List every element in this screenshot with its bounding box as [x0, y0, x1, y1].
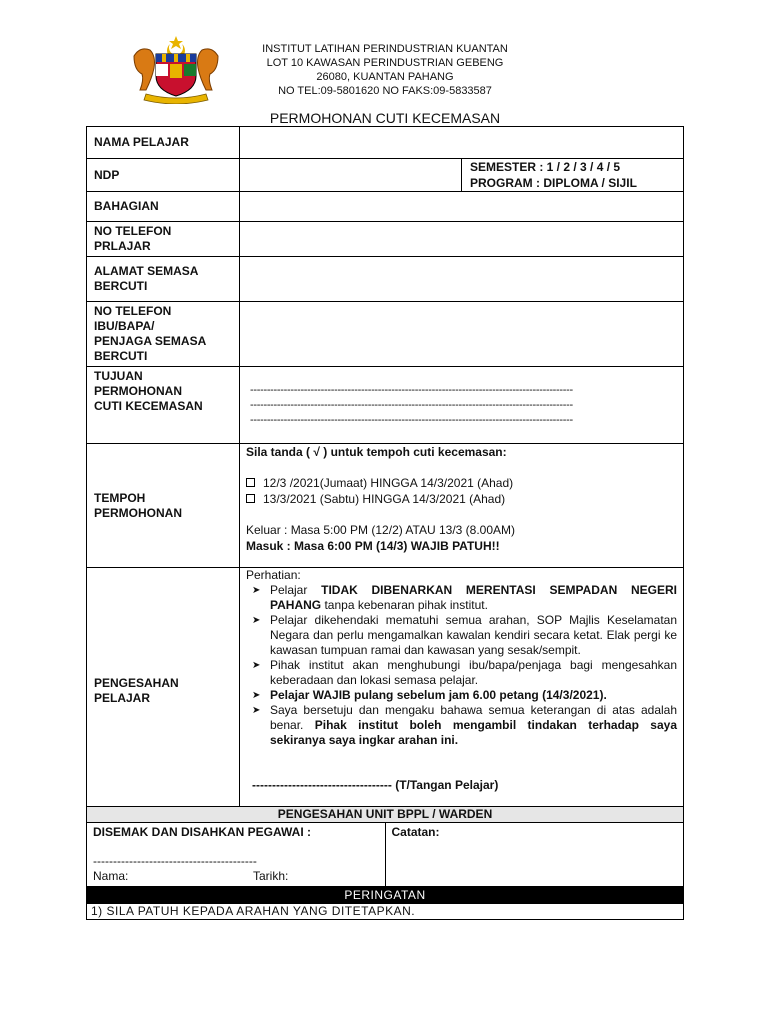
label-line: PENJAGA SEMASA: [94, 334, 207, 348]
field-no-telefon[interactable]: [240, 222, 684, 257]
row-tujuan: [87, 367, 684, 444]
label-bahagian: BAHAGIAN: [87, 192, 240, 222]
form-title: PERMOHONAN CUTI KECEMASAN: [269, 110, 501, 126]
label-line: PELAJAR: [94, 690, 151, 705]
tarikh-label: Tarikh:: [253, 869, 289, 883]
label-line: TEMPOH: [94, 490, 146, 505]
field-telefon-penjaga[interactable]: [240, 302, 684, 367]
row-no-telefon: [87, 222, 684, 257]
label-no-telefon: [87, 222, 240, 257]
rule-item: [246, 703, 677, 748]
header-line-1: INSTITUT LATIHAN PERINDUSTRIAN KUANTAN: [262, 43, 508, 55]
label-line: NO TELEFON: [94, 304, 172, 318]
pengesahan-notes-cell: [240, 568, 684, 814]
label-line: IBU/BAPA/: [94, 319, 155, 333]
keluar-time: Keluar : Masa 5:00 PM (12/2) ATAU 13/3 (8.00AM): [246, 523, 516, 537]
field-ndp[interactable]: [240, 159, 462, 192]
rule-1-bold: TIDAK DIBENARKAN MERENTASI SEMPADAN NEGERI PAHANG: [270, 583, 678, 612]
row-bahagian: [87, 192, 684, 222]
label-alamat: [87, 257, 240, 302]
rule-item: [246, 688, 677, 703]
dash-line-1: ------------------------------------------------------------------------------------------------: [250, 383, 573, 396]
unit-heading: PENGESAHAN UNIT BPPL / WARDEN: [87, 807, 684, 823]
field-tujuan[interactable]: [240, 367, 684, 444]
label-line: PERMOHONAN: [94, 384, 183, 398]
masuk-time: Masuk : Masa 6:00 PM (14/3) WAJIB PATUH!!: [246, 539, 500, 553]
label-line: BERCUTI: [94, 279, 148, 293]
checkbox-option-2[interactable]: [246, 494, 255, 503]
header-line-2: LOT 10 KAWASAN PERINDUSTRIAN GEBENG: [266, 57, 504, 69]
field-nama-pelajar[interactable]: [240, 127, 684, 159]
rule-4: Pelajar WAJIB pulang sebelum jam 6.00 petang (14/3/2021).: [270, 688, 607, 702]
row-nama-pelajar: [87, 127, 684, 159]
label-pengesahan: [87, 568, 240, 814]
checkbox-option-1[interactable]: [246, 478, 255, 487]
field-alamat[interactable]: [240, 257, 684, 302]
rule-1-post: tanpa kebenaran pihak institut.: [321, 598, 488, 612]
officer-signature-line: -----------------------------------------: [93, 854, 257, 868]
arrow-bullet-icon: ➤: [252, 615, 261, 626]
catatan-label: Catatan:: [391, 825, 440, 839]
semester-program-cell[interactable]: [462, 159, 684, 192]
semester-options: SEMESTER : 1 / 2 / 3 / 4 / 5: [470, 160, 621, 174]
rule-3: Pihak institut akan menghubungi ibu/bapa/penjaga bagi mengesahkan keberadaan dan lokasi semasa pelajar.: [270, 658, 677, 687]
nama-label: Nama:: [93, 869, 129, 883]
label-line: ALAMAT SEMASA: [94, 264, 199, 278]
label-nama-pelajar: NAMA PELAJAR: [87, 127, 240, 159]
coat-of-arms-logo: [128, 34, 224, 104]
row-telefon-penjaga: [87, 302, 684, 367]
row-tempoh: [87, 444, 684, 568]
verification-table: [86, 806, 684, 920]
tempoh-option-1[interactable]: [246, 475, 677, 491]
institute-header: [230, 42, 540, 98]
rule-1-pre: Pelajar: [270, 583, 322, 597]
label-telefon-penjaga: [87, 302, 240, 367]
field-bahagian[interactable]: [240, 192, 684, 222]
officer-verification-cell[interactable]: [87, 823, 386, 887]
tempoh-options-cell: [240, 444, 684, 568]
header-line-4: NO TEL:09-5801620 NO FAKS:09-5833587: [278, 85, 492, 97]
header-line-3: 26080, KUANTAN PAHANG: [316, 71, 454, 83]
option-1-label: 12/3 /2021(Jumaat) HINGGA 14/3/2021 (Ahad): [263, 476, 514, 490]
application-form-table: [86, 126, 684, 814]
label-line: NO TELEFON: [94, 224, 172, 238]
arrow-bullet-icon: ➤: [252, 690, 261, 701]
row-pengesahan: [87, 568, 684, 814]
rules-list: [246, 583, 677, 748]
peringatan-heading: PERINGATAN: [87, 887, 684, 904]
arrow-bullet-icon: ➤: [252, 585, 261, 596]
label-line: PRLAJAR: [94, 239, 151, 253]
rule-item: [246, 583, 677, 613]
rule-item: [246, 613, 677, 658]
rule-2: Pelajar dikehendaki mematuhi semua arahan, SOP Majlis Keselamatan Negara dan perlu mengamalkan kawalan kendiri secara ketat. Elak pergi ke kawasan tumpuan ramai dan kawasan yang sesak/sempit.: [270, 613, 677, 657]
arrow-bullet-icon: ➤: [252, 660, 261, 671]
row-alamat: [87, 257, 684, 302]
rule-5-bold: Pihak institut boleh mengambil tindakan terhadap saya sekiranya saya ingkar arahan ini.: [270, 718, 677, 747]
perhatian-heading: Perhatian:: [246, 568, 301, 582]
dash-line-2: ------------------------------------------------------------------------------------------------: [250, 398, 573, 411]
program-options: PROGRAM : DIPLOMA / SIJIL: [470, 176, 637, 190]
peringatan-note: 1) SILA PATUH KEPADA ARAHAN YANG DITETAPKAN.: [87, 904, 684, 920]
tempoh-instruction: Sila tanda ( √ ) untuk tempoh cuti kecemasan:: [246, 445, 507, 459]
label-ndp: NDP: [87, 159, 240, 192]
label-line: PERMOHONAN: [94, 505, 183, 520]
label-line: CUTI KECEMASAN: [94, 399, 203, 413]
label-line: TUJUAN: [94, 369, 143, 383]
officer-name-date: [93, 869, 379, 884]
label-tujuan: [87, 367, 240, 444]
label-line: BERCUTI: [94, 349, 148, 363]
rule-item: [246, 658, 677, 688]
student-signature-line[interactable]: ----------------------------------- (T/Tangan Pelajar): [252, 778, 499, 792]
tempoh-option-2[interactable]: [246, 491, 677, 507]
label-tempoh: [87, 444, 240, 568]
rule-5-pre: Saya bersetuju dan mengaku bahawa semua keterangan di atas adalah benar.: [270, 703, 677, 732]
label-line: PENGESAHAN: [94, 675, 179, 690]
disemak-label: DISEMAK DAN DISAHKAN PEGAWAI :: [93, 825, 312, 839]
option-2-label: 13/3/2021 (Sabtu) HINGGA 14/3/2021 (Ahad): [263, 492, 506, 506]
arrow-bullet-icon: ➤: [252, 705, 261, 716]
row-ndp: [87, 159, 684, 192]
dash-line-3: ------------------------------------------------------------------------------------------------: [250, 413, 573, 426]
catatan-cell[interactable]: [385, 823, 684, 887]
